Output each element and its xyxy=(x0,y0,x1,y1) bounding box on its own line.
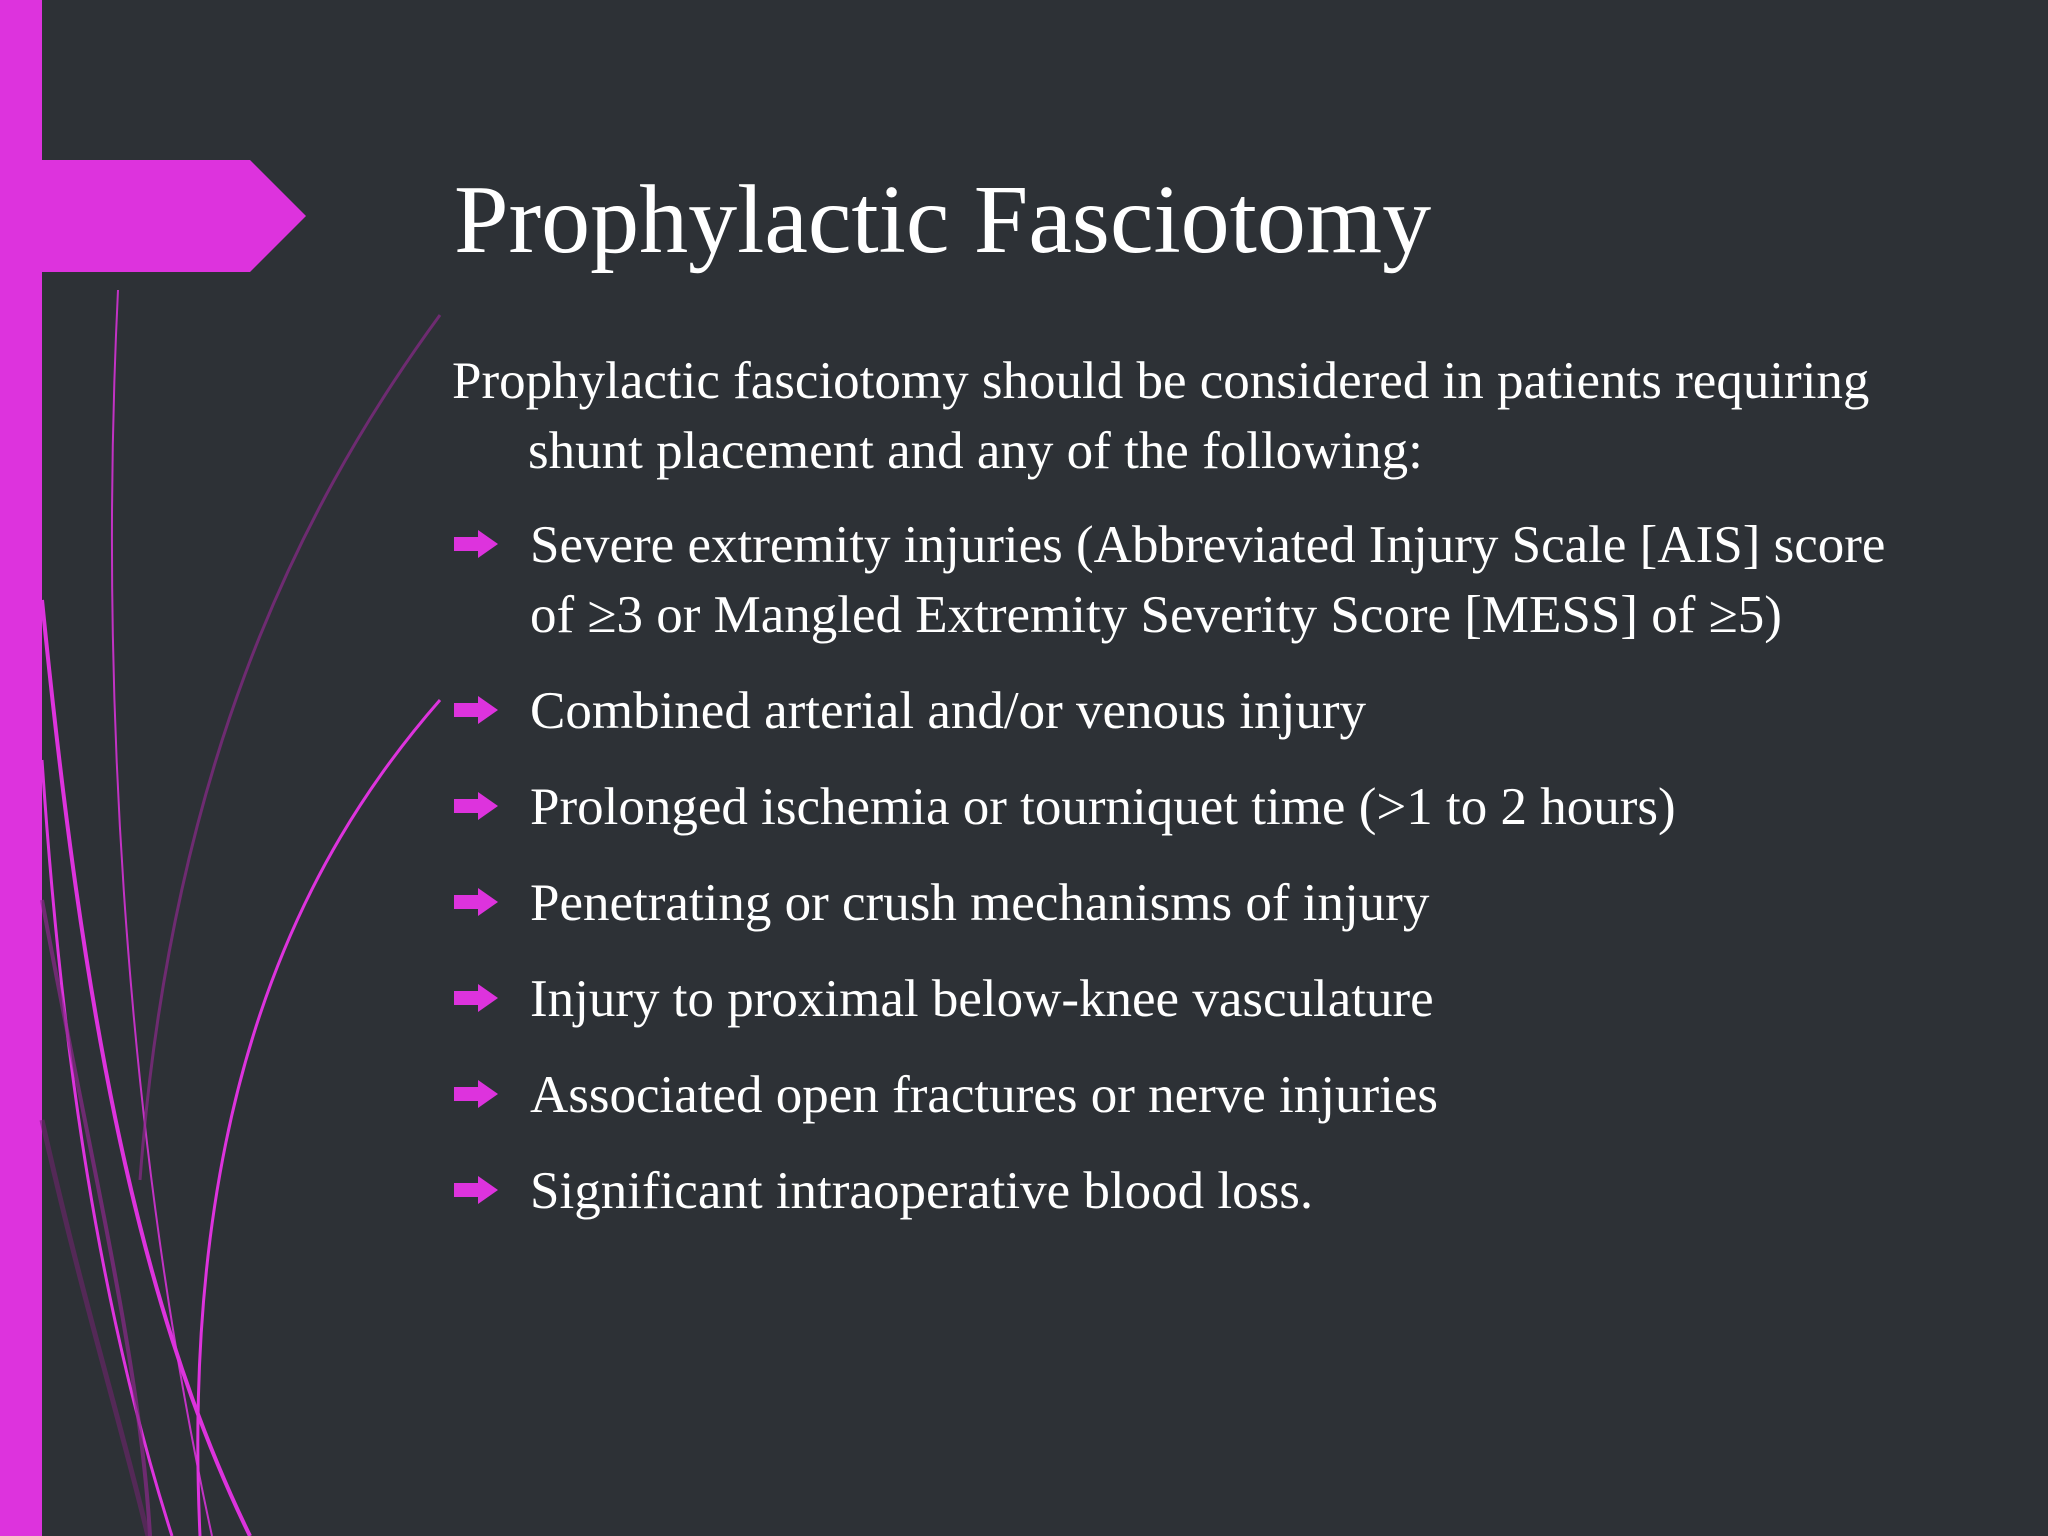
bullet-item xyxy=(454,1156,1894,1226)
bullet-item xyxy=(454,676,1894,746)
intro-paragraph: Prophylactic fasciotomy should be considered in patients requiring shunt placement and any of the following: xyxy=(452,352,1870,480)
bullet-item xyxy=(454,964,1894,1034)
decor-curve-3 xyxy=(42,760,172,1536)
title-arrow-banner xyxy=(0,160,306,272)
arrow-right-icon xyxy=(454,888,498,916)
bullet-item xyxy=(454,1060,1894,1130)
slide-title: Prophylactic Fasciotomy xyxy=(454,166,1432,274)
bullet-text: Significant intraoperative blood loss. xyxy=(530,1162,1314,1220)
bullet-list xyxy=(454,510,1894,1252)
bullet-text: Severe extremity injuries (Abbreviated Injury Scale [AIS] score of ≥3 or Mangled Extremity Severity Score [MESS] of ≥5) xyxy=(530,516,1886,644)
bullet-item xyxy=(454,868,1894,938)
decor-curve-7 xyxy=(42,1120,148,1536)
arrow-right-icon xyxy=(454,792,498,820)
bullet-text: Injury to proximal below-knee vasculature xyxy=(530,970,1434,1028)
decor-curve-5 xyxy=(140,315,440,1180)
bullet-item xyxy=(454,510,1894,650)
arrow-right-icon xyxy=(454,696,498,724)
bullet-text: Prolonged ischemia or tourniquet time (>1 to 2 hours) xyxy=(530,778,1676,836)
arrow-right-icon xyxy=(454,1176,498,1204)
decor-curve-4 xyxy=(198,700,440,1536)
bullet-text: Penetrating or crush mechanisms of injury xyxy=(530,874,1430,932)
bullet-text: Combined arterial and/or venous injury xyxy=(530,682,1367,740)
bullet-item xyxy=(454,772,1894,842)
bullet-text: Associated open fractures or nerve injuries xyxy=(530,1066,1439,1124)
arrow-right-icon xyxy=(454,1080,498,1108)
arrow-right-icon xyxy=(454,530,498,558)
arrow-right-icon xyxy=(454,984,498,1012)
